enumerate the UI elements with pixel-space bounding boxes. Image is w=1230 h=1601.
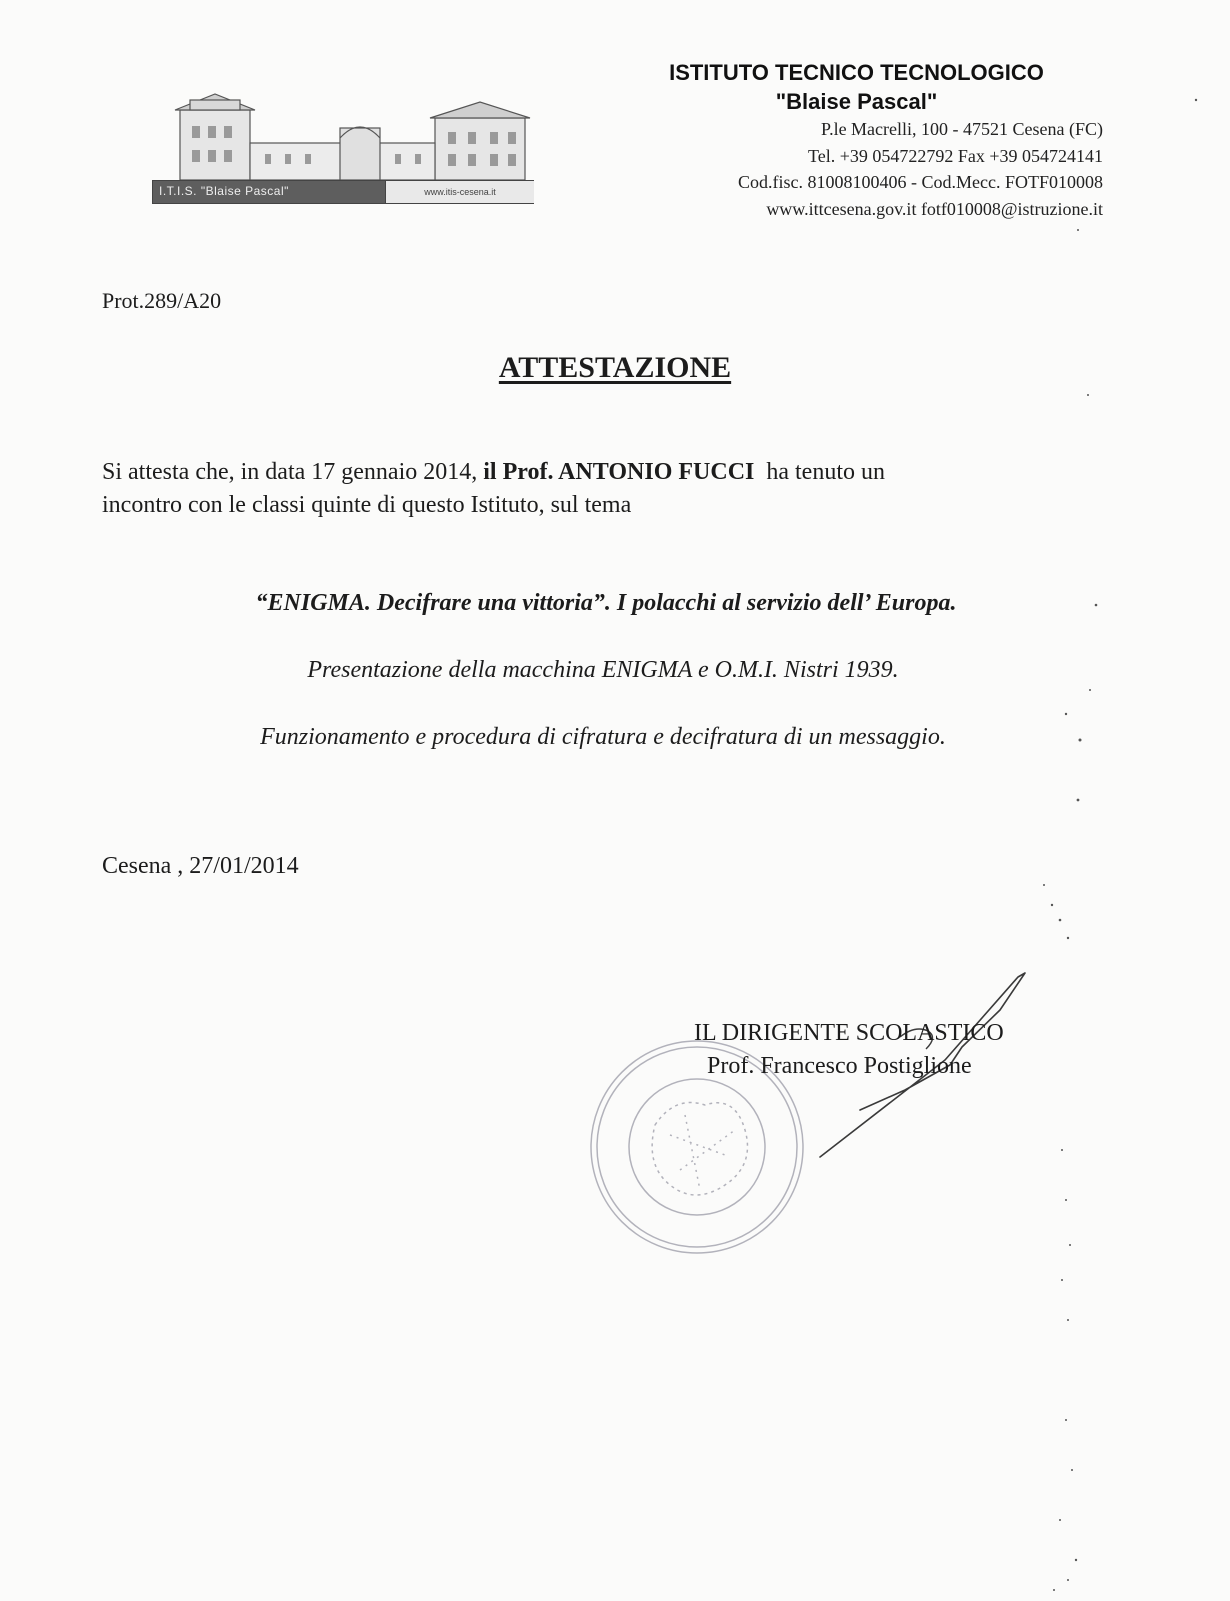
web-email-line: www.ittcesena.gov.it fotf010008@istruzione.it bbox=[766, 199, 1103, 219]
protocol-number: Prot.289/A20 bbox=[102, 288, 222, 313]
body-line-1 bbox=[102, 459, 1102, 486]
logo-band-url: www.itis-cesena.it bbox=[385, 181, 534, 203]
topic-title: “ENIGMA. Decifrare una vittoria”. I polacchi al servizio dell’ Europa. bbox=[255, 590, 957, 616]
body-line-2: incontro con le classi quinte di questo Istituto, sul tema bbox=[102, 492, 632, 518]
scan-noise bbox=[1030, 0, 1230, 1596]
body-line-1-start: Si attesta che, in data 17 gennaio 2014, bbox=[102, 459, 484, 485]
document-title-text: ATTESTAZIONE bbox=[498, 351, 732, 384]
signatory-name: Prof. Francesco Postiglione bbox=[707, 1053, 972, 1079]
body-line-1-end: ha tenuto un bbox=[754, 459, 885, 485]
topic-procedure: Funzionamento e procedura di cifratura e decifratura di un messaggio. bbox=[260, 724, 946, 750]
phone-fax-line: Tel. +39 054722792 Fax +39 054724141 bbox=[807, 146, 1103, 166]
fiscal-code-line: Cod.fisc. 81008100406 - Cod.Mecc. FOTF010008 bbox=[738, 172, 1103, 192]
place-date: Cesena , 27/01/2014 bbox=[102, 853, 299, 879]
scan-specks bbox=[1030, 0, 1230, 1596]
logo-band bbox=[152, 180, 534, 204]
institution-name: ISTITUTO TECNICO TECNOLOGICO bbox=[669, 60, 1044, 85]
building-illustration bbox=[150, 88, 545, 183]
topic-presentation: Presentazione della macchina ENIGMA e O.M.I. Nistri 1939. bbox=[307, 657, 899, 683]
address-line: P.le Macrelli, 100 - 47521 Cesena (FC) bbox=[821, 119, 1103, 139]
institution-subname: "Blaise Pascal" bbox=[775, 89, 938, 114]
logo-band-label: I.T.I.S. "Blaise Pascal" bbox=[159, 184, 289, 198]
school-logo bbox=[150, 88, 545, 213]
signatory-role: IL DIRIGENTE SCOLASTICO bbox=[694, 1020, 1004, 1046]
professor-name: il Prof. ANTONIO FUCCI bbox=[483, 459, 755, 485]
